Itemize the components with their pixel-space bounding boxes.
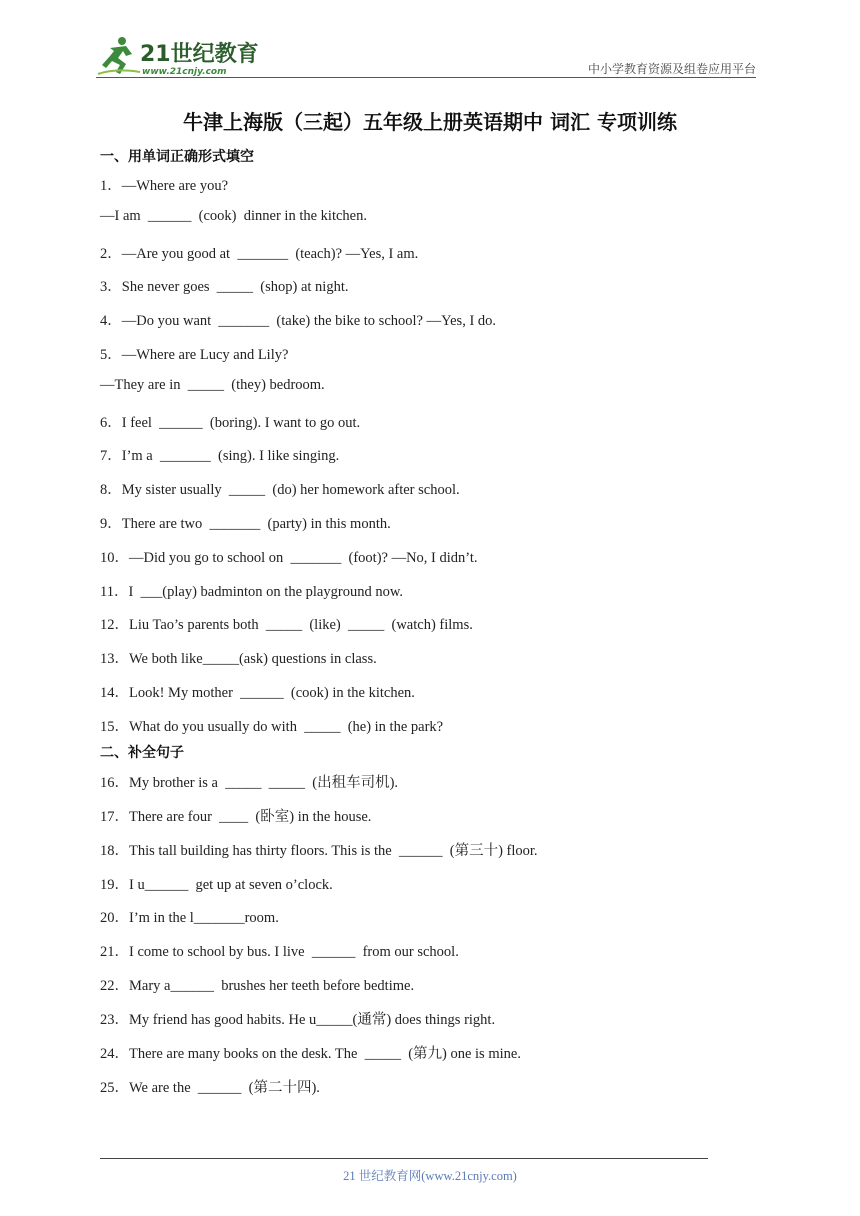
header-divider (96, 77, 756, 78)
question-line: 22．Mary a______ brushes her teeth before bedtime. (100, 978, 415, 994)
question-line: 19．I u______ get up at seven o’clock. (100, 877, 333, 893)
question-line: 25．We are the ______ (第二十四). (100, 1080, 320, 1096)
question-line: 23．My friend has good habits. He u_____(通常) does things right. (100, 1012, 496, 1028)
section-heading-1: 一、用单词正确形式填空 (100, 149, 254, 165)
question-line: 13．We both like_____(ask) questions in class. (100, 651, 377, 667)
question-line: 14．Look! My mother ______ (cook) in the kitchen. (100, 685, 415, 701)
question-line: —I am ______ (cook) dinner in the kitchen. (100, 208, 367, 224)
question-line: 7．I’m a _______ (sing). I like singing. (100, 448, 340, 464)
footer-link[interactable]: 21 世纪教育网(www.21cnjy.com) (343, 1169, 517, 1183)
question-line: 5．—Where are Lucy and Lily? (100, 347, 289, 363)
question-line: 11．I ___(play) badminton on the playground now. (100, 584, 403, 600)
question-line: —They are in _____ (they) bedroom. (100, 377, 325, 393)
question-line: 21．I come to school by bus. I live ______ from our school. (100, 944, 459, 960)
question-line: 16．My brother is a _____ _____ (出租车司机). (100, 775, 399, 791)
header-tagline: 中小学教育资源及组卷应用平台 (587, 62, 756, 76)
section-heading-2: 二、补全句子 (100, 745, 184, 761)
question-line: 12．Liu Tao’s parents both _____ (like) _____ (watch) films. (100, 617, 473, 633)
question-line: 1．—Where are you? (100, 178, 229, 194)
question-line: 17．There are four ____ (卧室) in the house. (100, 809, 372, 825)
runner-icon (98, 37, 140, 74)
question-line: 6．I feel ______ (boring). I want to go out. (100, 415, 361, 431)
question-line: 20．I’m in the l_______room. (100, 910, 279, 926)
logo-wordmark: 21世纪教育 (140, 42, 259, 67)
footer-divider (100, 1158, 708, 1159)
logo-url: www.21cnjy.com (142, 67, 227, 76)
question-line: 9．There are two _______ (party) in this month. (100, 516, 391, 532)
question-line: 2．—Are you good at _______ (teach)? —Yes, I am. (100, 246, 419, 262)
document-title: 牛津上海版（三起）五年级上册英语期中 词汇 专项训练 (183, 110, 677, 134)
question-line: 10．—Did you go to school on _______ (foot)? —No, I didn’t. (100, 550, 478, 566)
question-line: 15．What do you usually do with _____ (he) in the park? (100, 719, 444, 735)
question-line: 3．She never goes _____ (shop) at night. (100, 279, 349, 295)
page-header (96, 34, 756, 78)
question-line: 4．—Do you want _______ (take) the bike to school? —Yes, I do. (100, 313, 497, 329)
site-logo (96, 34, 266, 76)
question-line: 18．This tall building has thirty floors. This is the ______ (第三十) floor. (100, 843, 538, 859)
question-line: 8．My sister usually _____ (do) her homework after school. (100, 482, 460, 498)
question-line: 24．There are many books on the desk. The _____ (第九) one is mine. (100, 1046, 521, 1062)
